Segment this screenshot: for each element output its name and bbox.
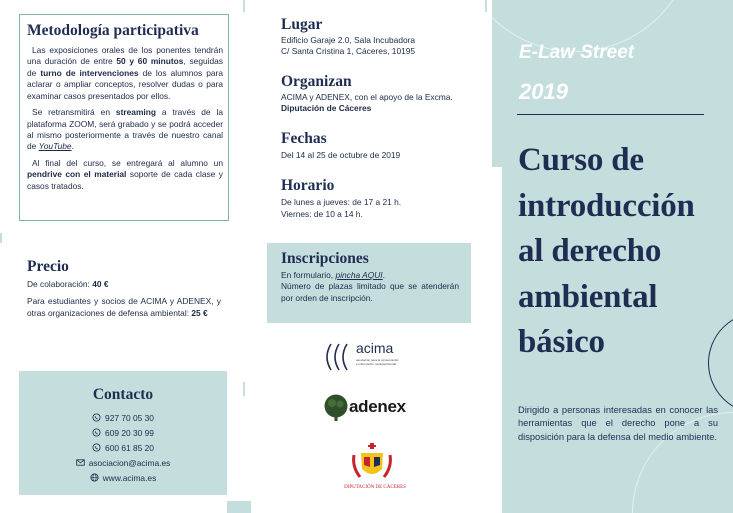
phone-number: 927 70 05 30 [105, 412, 154, 423]
web-row[interactable] [19, 470, 227, 485]
course-title-line: básico [518, 324, 605, 360]
metodologia-paragraph-1: Las exposiciones orales de los ponentes tendrán una duración de entre 50 y 60 minutos, seguidas de turno de intervenciones de los alumnos para aclarar o ampliar conceptos, resolver dudas o para examinar casos presentados por ellos. [27, 45, 223, 101]
acima-subtitle-2: e información medioambiental [356, 362, 397, 366]
course-description: Dirigido a personas interesadas en conocer las herramientas que el derecho pone a su disposición para la defensa del medio ambiente. [518, 405, 718, 442]
metodologia-section [27, 22, 223, 192]
left-accent-mark [0, 233, 2, 243]
course-title-line: introducción [518, 187, 695, 224]
acima-logo [322, 338, 432, 378]
precio-section [27, 258, 221, 319]
precio-estudiantes: Para estudiantes y socios de ACIMA y ADENEX, y otras organizaciones de defensa ambiental: 25 € [27, 296, 221, 318]
contacto-panel [19, 371, 227, 495]
metodologia-title: Metodología participativa [27, 22, 199, 39]
title-divider [517, 114, 704, 115]
fold-mark [243, 0, 245, 12]
horario-line-1: De lunes a jueves: de 17 a 21 h. [281, 197, 402, 208]
inscripciones-line-1: En formulario, pincha AQUI. [281, 270, 385, 281]
course-title [518, 138, 695, 366]
fold-mark [243, 382, 245, 396]
acima-name: acima [356, 340, 394, 356]
lugar-line-1: Edificio Garaje 2.0, Sala Incubadora [281, 35, 416, 46]
horario-title: Horario [281, 177, 335, 195]
email-address: asociacion@acima.es [88, 457, 171, 468]
inscripciones-line-2: Número de plazas limitado que se atenderán por orden de inscripción. [281, 281, 459, 303]
tree-icon [323, 394, 349, 422]
acima-subtitle-1: asociación para la conservación [356, 358, 399, 362]
info-section [281, 16, 466, 220]
precio-colaboracion: De colaboración: 40 € [27, 279, 109, 290]
white-strip [492, 167, 502, 513]
phone-number: 600 61 85 20 [105, 442, 154, 453]
phone-row-1[interactable] [19, 410, 227, 425]
fechas-title: Fechas [281, 129, 327, 147]
cover-panel [492, 0, 733, 513]
adenex-name: adenex [349, 397, 406, 416]
event-year: 2019 [519, 79, 568, 104]
coat-of-arms-icon [350, 443, 394, 483]
email-row[interactable] [19, 455, 227, 470]
phone-row-2[interactable] [19, 425, 227, 440]
diputacion-name: DIPUTACIÓN DE CÁCERES [344, 485, 406, 490]
metodologia-paragraph-2: Se retransmitirá en streaming a través de la plataforma ZOOM, será grabado y se podrá acceder al mismo posteriormente a través de nuestro canal de YouTube. [27, 107, 224, 152]
envelope-icon [76, 458, 85, 467]
inscripciones-panel [267, 243, 471, 323]
website-url: www.acima.es [102, 472, 157, 483]
whatsapp-icon [92, 443, 101, 452]
lugar-title: Lugar [281, 16, 323, 33]
whatsapp-icon [92, 413, 101, 422]
inscripciones-title: Inscripciones [281, 250, 369, 267]
youtube-link[interactable]: YouTube [38, 141, 72, 152]
horario-line-2: Viernes: de 10 a 14 h. [281, 208, 363, 219]
course-title-line: Curso de [518, 142, 644, 178]
inscripcion-link[interactable]: pincha AQUI [335, 270, 383, 281]
precio-title: Precio [27, 258, 69, 275]
phone-number: 609 20 30 99 [105, 427, 154, 438]
acima-arcs-icon [322, 340, 356, 374]
fold-mark [227, 501, 251, 513]
fechas-text: Del 14 al 25 de octubre de 2019 [281, 149, 401, 160]
contacto-title: Contacto [92, 386, 154, 403]
decorative-circle-right [708, 312, 733, 414]
course-title-line: al derecho [518, 233, 662, 269]
adenex-logo [323, 394, 423, 424]
organizan-text: ACIMA y ADENEX, con el apoyo de la Excma. Diputación de Cáceres [281, 91, 453, 114]
metodologia-paragraph-3: Al final del curso, se entregará al alumno un pendrive con el material soporte de cada clase y casos tratados. [27, 157, 223, 191]
whatsapp-icon [92, 428, 101, 437]
fold-mark [485, 0, 487, 12]
lugar-line-2: C/ Santa Cristina 1, Cáceres, 10195 [281, 46, 416, 57]
course-title-line: ambiental [518, 278, 658, 315]
organizan-title: Organizan [281, 72, 352, 90]
globe-icon [90, 473, 99, 482]
phone-row-3[interactable] [19, 440, 227, 455]
diputacion-logo [330, 443, 420, 495]
event-name: E-Law Street [519, 42, 635, 63]
